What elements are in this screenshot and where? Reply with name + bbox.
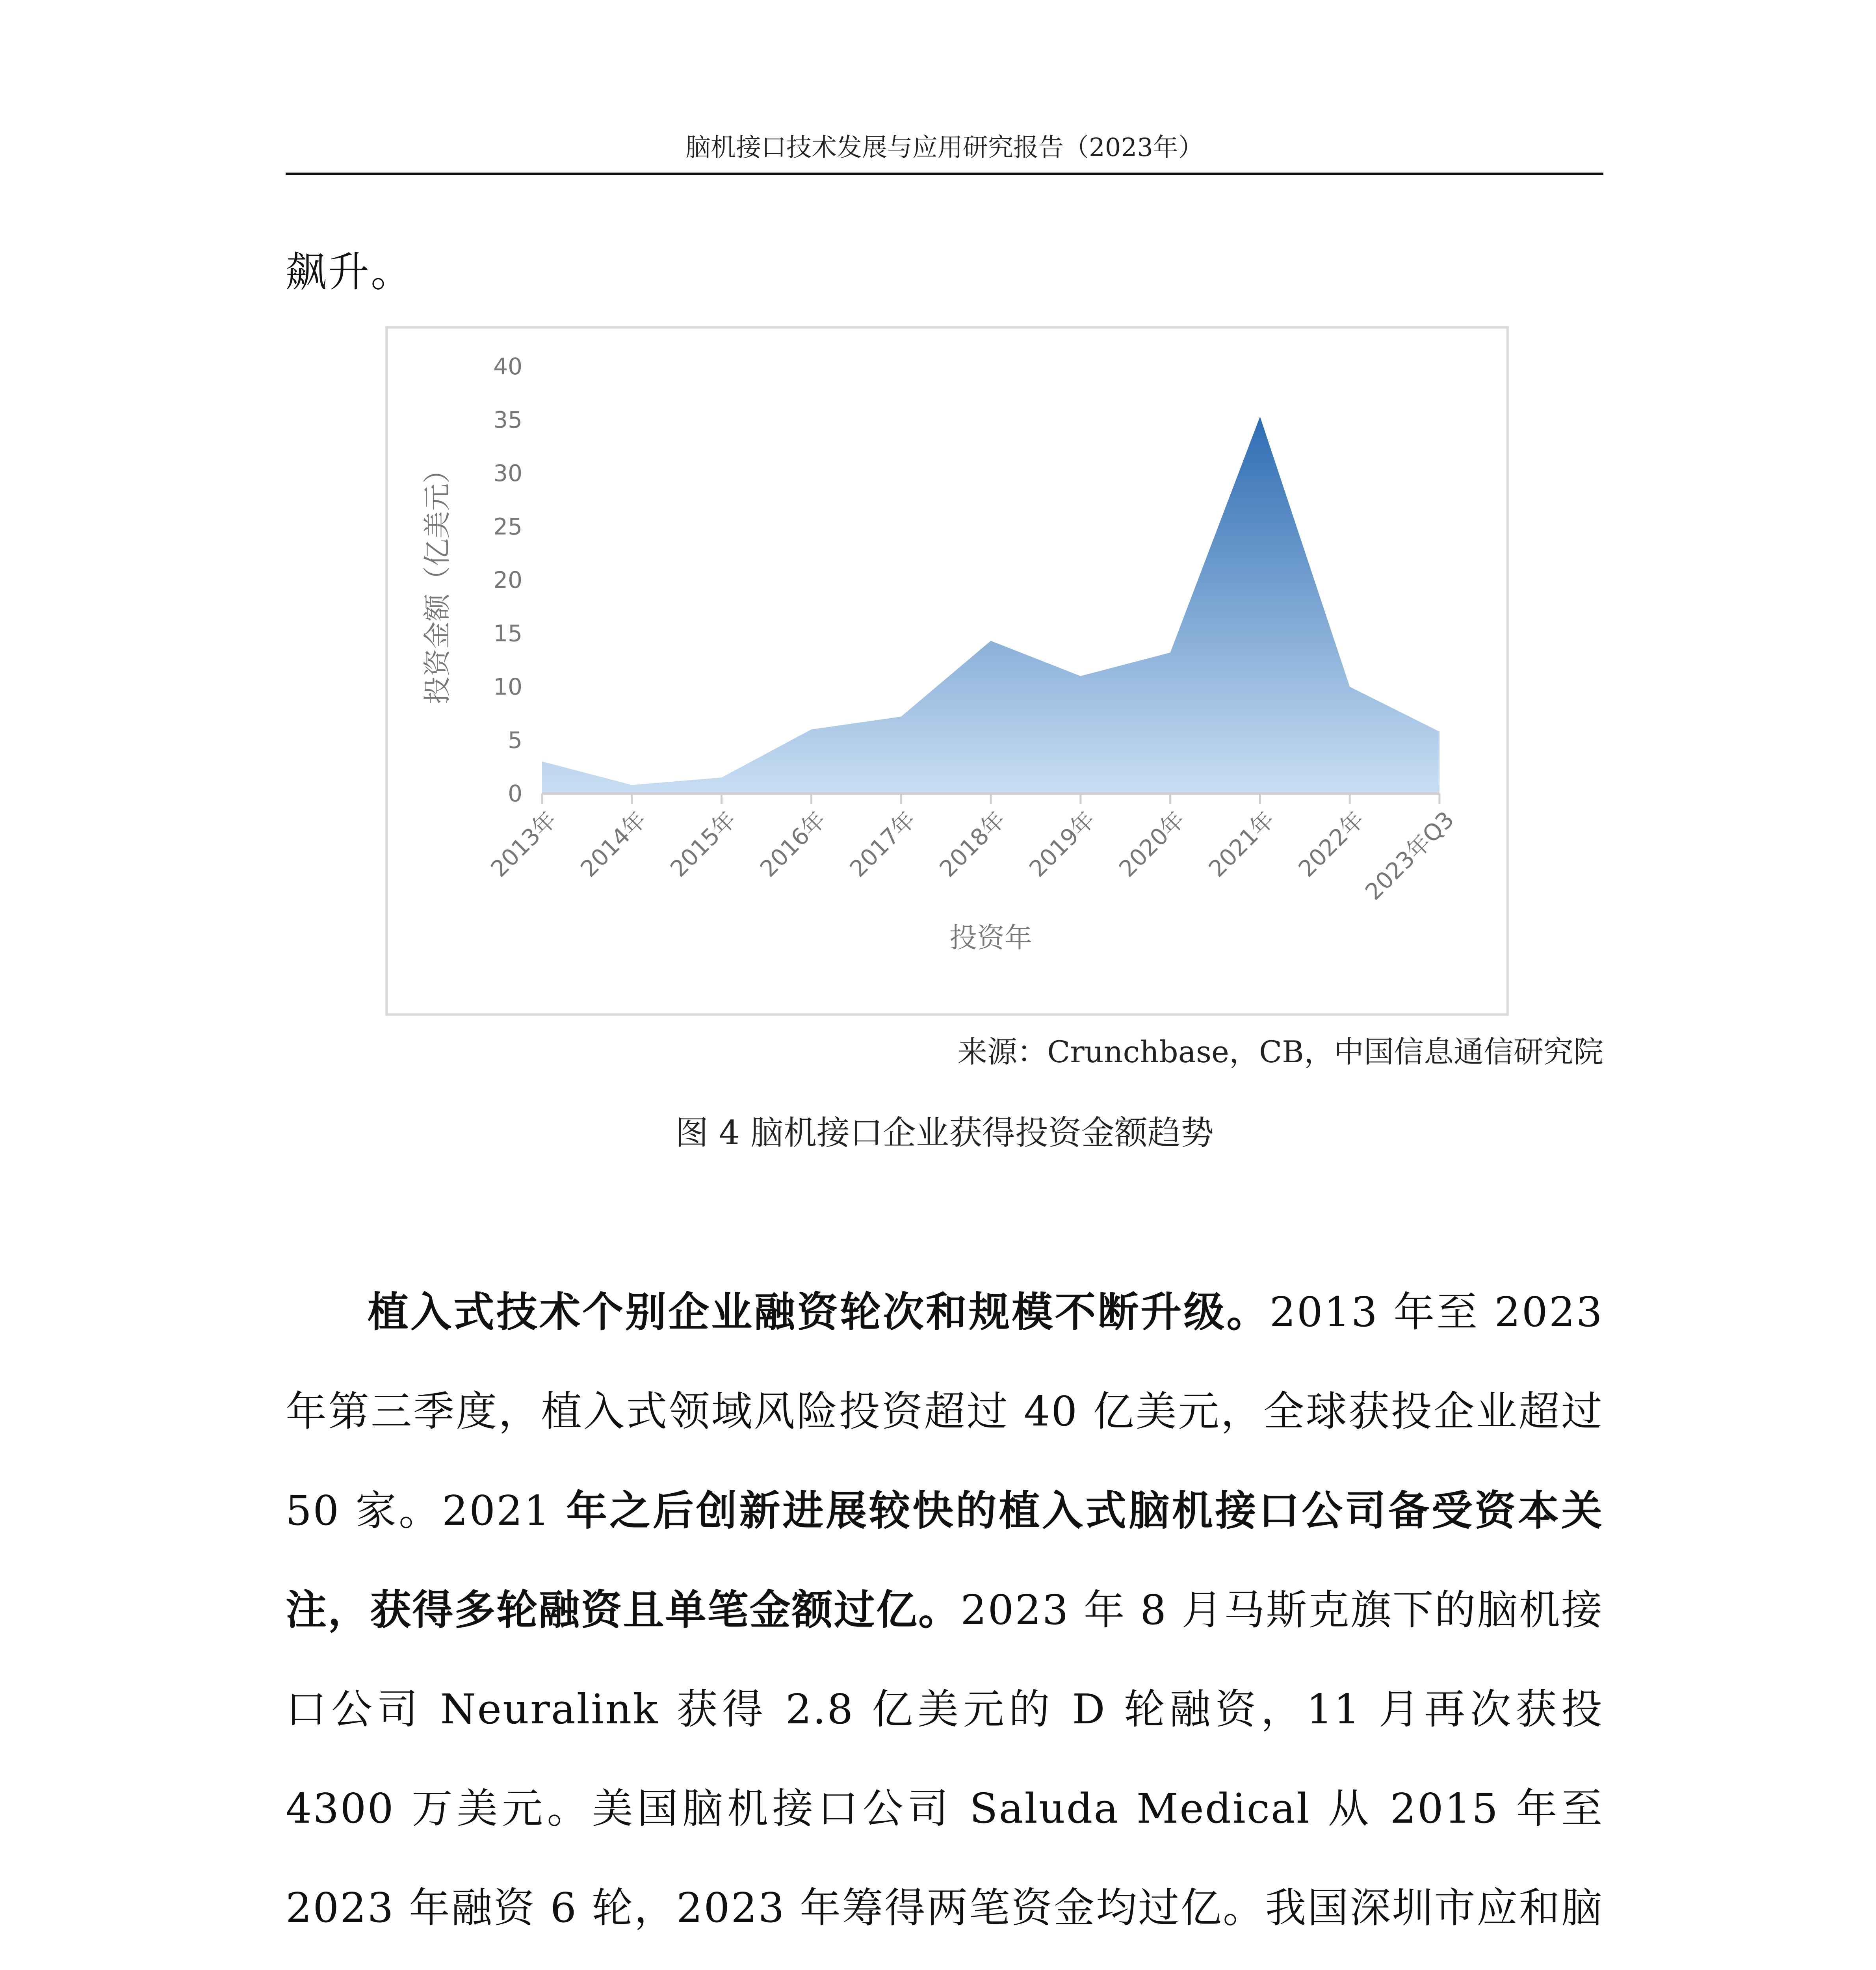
y-tick-label: 15: [493, 620, 522, 647]
y-tick-label: 40: [493, 353, 522, 380]
x-tick-label: 2017年: [844, 806, 921, 883]
body-paragraph: [286, 1262, 1603, 1970]
header-rule: [286, 173, 1603, 175]
x-tick-label: 2019年: [1024, 806, 1100, 883]
data-point: [810, 729, 812, 730]
data-point: [1170, 652, 1171, 653]
y-axis-title: 投资金额（亿美元）: [421, 456, 453, 704]
y-tick-label: 0: [508, 780, 522, 807]
data-point: [1259, 416, 1261, 417]
x-tick-label: 2023年Q3: [1360, 806, 1459, 905]
data-point: [1439, 731, 1440, 732]
x-tick-label: 2016年: [754, 806, 831, 883]
x-tick-label: 2021年: [1203, 806, 1280, 883]
emphasis-1: 植入式技术个别企业融资轮次和规模不断升级。: [368, 1288, 1270, 1336]
data-point: [541, 761, 543, 762]
body-text-2: 2023 年 8 月马斯克旗下的脑机接口公司 Neuralink 获得 2.8 亿美元的 D 轮融资，11 月再次获投 4300 万美元。美国脑机接口公司 Saluda Medical 从 2015 年至 2023 年融资 6 轮，2023 年筹得两笔资金均过亿。我国深圳市应和脑: [286, 1586, 1603, 1932]
continued-text-fragment: 飙升。: [286, 248, 414, 296]
running-header: 脑机接口技术发展与应用研究报告（2023年）: [685, 133, 1204, 162]
y-tick-label: 25: [493, 513, 522, 540]
investment-chart: [385, 326, 1509, 1016]
body-text-1: 2013 年至 2023 年第三季度，植入式领域风险投资超过 40 亿美元，全球获投企业超过 50 家。2021: [286, 1288, 1603, 1535]
figure-caption: 图 4 脑机接口企业获得投资金额趋势: [675, 1113, 1214, 1152]
data-point: [721, 777, 723, 778]
area-series: [542, 416, 1440, 794]
data-point: [631, 784, 633, 786]
data-point: [1080, 675, 1081, 677]
x-tick-label: 2015年: [665, 806, 741, 883]
y-tick-label: 20: [493, 567, 522, 593]
data-point: [900, 716, 902, 717]
investment-area-chart: [388, 329, 1511, 1018]
data-point: [990, 640, 992, 641]
emphasis-2: 年之后创新进展较快的植入式脑机接口公司备受资本关注，获得多轮融资且单笔金额过亿。: [286, 1487, 1603, 1634]
x-tick-label: 2020年: [1114, 806, 1190, 883]
x-tick-label: 2013年: [485, 806, 562, 883]
figure-source: 来源：Crunchbase，CB，中国信息通信研究院: [957, 1034, 1603, 1069]
y-tick-label: 10: [493, 673, 522, 700]
y-tick-label: 35: [493, 406, 522, 433]
x-axis-title: 投资年: [949, 922, 1032, 954]
x-tick-label: 2018年: [934, 806, 1010, 883]
data-point: [1349, 686, 1350, 688]
x-tick-label: 2014年: [575, 806, 652, 883]
y-tick-label: 5: [508, 727, 522, 754]
x-tick-label: 2022年: [1293, 806, 1370, 883]
y-tick-label: 30: [493, 460, 522, 487]
